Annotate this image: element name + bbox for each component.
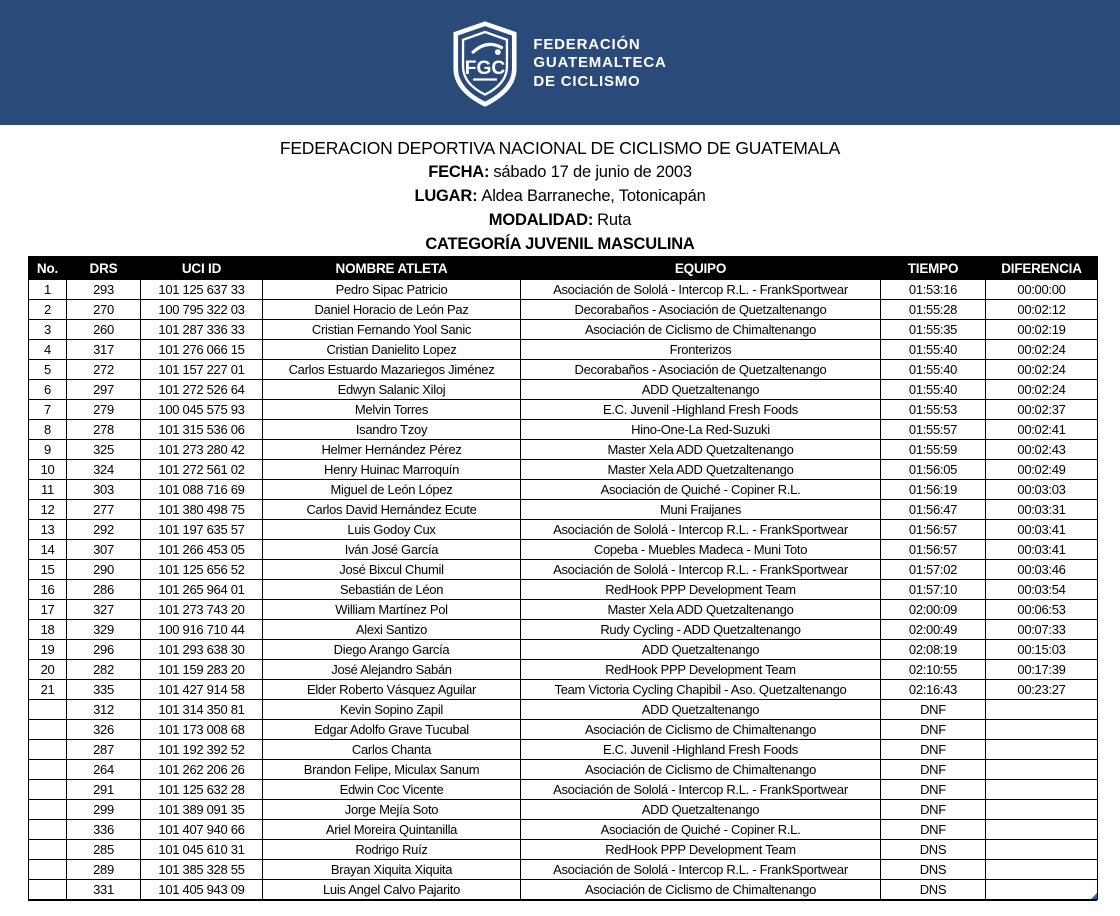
cell-diff: 00:03:03 xyxy=(986,479,1098,499)
cell-team: Decorabaños - Asociación de Quetzaltenango xyxy=(521,359,881,379)
cell-team: Asociación de Sololá - Intercop R.L. - FrankSportwear xyxy=(521,519,881,539)
cell-name: Cristian Fernando Yool Sanic xyxy=(263,319,521,339)
cell-time: 01:55:28 xyxy=(881,299,986,319)
cell-time: 02:00:49 xyxy=(881,619,986,639)
cell-team: E.C. Juvenil -Highland Fresh Foods xyxy=(521,739,881,759)
table-row xyxy=(29,539,1098,559)
cell-time: DNF xyxy=(881,799,986,819)
cell-name: Brandon Felipe, Miculax Sanum xyxy=(263,759,521,779)
cell-drs: 260 xyxy=(67,319,141,339)
cell-uci: 101 385 328 55 xyxy=(141,859,263,879)
cell-no: 15 xyxy=(29,559,67,579)
cell-time: DNF xyxy=(881,819,986,839)
table-row xyxy=(29,799,1098,819)
cell-name: Isandro Tzoy xyxy=(263,419,521,439)
cell-team: RedHook PPP Development Team xyxy=(521,579,881,599)
cell-name: Luis Angel Calvo Pajarito xyxy=(263,879,521,899)
cell-no: 16 xyxy=(29,579,67,599)
cell-diff: 00:15:03 xyxy=(986,639,1098,659)
table-row xyxy=(29,719,1098,739)
cell-team: Asociación de Sololá - Intercop R.L. - FrankSportwear xyxy=(521,779,881,799)
cell-diff: 00:03:54 xyxy=(986,579,1098,599)
cell-uci: 101 192 392 52 xyxy=(141,739,263,759)
category-title: CATEGORÍA JUVENIL MASCULINA xyxy=(425,235,695,253)
cell-diff: 00:02:24 xyxy=(986,359,1098,379)
table-row xyxy=(29,559,1098,579)
cell-uci: 101 265 964 01 xyxy=(141,579,263,599)
cell-time: DNF xyxy=(881,719,986,739)
table-row xyxy=(29,299,1098,319)
cell-uci: 101 159 283 20 xyxy=(141,659,263,679)
cell-drs: 282 xyxy=(67,659,141,679)
cell-drs: 296 xyxy=(67,639,141,659)
cell-no xyxy=(29,699,67,719)
table-row xyxy=(29,459,1098,479)
cell-time: 01:55:57 xyxy=(881,419,986,439)
table-row xyxy=(29,879,1098,899)
cell-no xyxy=(29,839,67,859)
cell-no: 6 xyxy=(29,379,67,399)
cell-uci: 101 197 635 57 xyxy=(141,519,263,539)
cell-time: 01:55:40 xyxy=(881,339,986,359)
lugar-line xyxy=(0,184,1120,208)
column-header-name: NOMBRE ATLETA xyxy=(263,257,521,279)
fecha-value: sábado 17 de junio de 2003 xyxy=(493,163,692,181)
cell-team: Asociación de Ciclismo de Chimaltenango xyxy=(521,759,881,779)
cell-time: 01:57:02 xyxy=(881,559,986,579)
cell-time: 01:56:57 xyxy=(881,519,986,539)
federation-title: FEDERACION DEPORTIVA NACIONAL DE CICLISMO DE GUATEMALA xyxy=(279,138,841,158)
table-row xyxy=(29,819,1098,839)
cell-diff xyxy=(986,699,1098,719)
cell-name: José Alejandro Sabán xyxy=(263,659,521,679)
cell-drs: 278 xyxy=(67,419,141,439)
cell-name: Cristian Danielito Lopez xyxy=(263,339,521,359)
cell-drs: 264 xyxy=(67,759,141,779)
table-row xyxy=(29,359,1098,379)
cell-team: RedHook PPP Development Team xyxy=(521,659,881,679)
cell-time: 02:08:19 xyxy=(881,639,986,659)
cell-no: 1 xyxy=(29,279,67,299)
cell-drs: 312 xyxy=(67,699,141,719)
cell-uci: 101 405 943 09 xyxy=(141,879,263,899)
cell-time: 01:56:47 xyxy=(881,499,986,519)
cell-diff: 00:06:53 xyxy=(986,599,1098,619)
cell-team: Asociación de Sololá - Intercop R.L. - FrankSportwear xyxy=(521,279,881,299)
table-row xyxy=(29,439,1098,459)
cell-drs: 293 xyxy=(67,279,141,299)
cell-drs: 307 xyxy=(67,539,141,559)
cell-no: 20 xyxy=(29,659,67,679)
cell-diff: 00:02:24 xyxy=(986,339,1098,359)
cell-drs: 289 xyxy=(67,859,141,879)
cell-drs: 287 xyxy=(67,739,141,759)
cell-drs: 335 xyxy=(67,679,141,699)
cell-drs: 329 xyxy=(67,619,141,639)
cell-time: DNS xyxy=(881,859,986,879)
cell-team: ADD Quetzaltenango xyxy=(521,799,881,819)
table-header-row xyxy=(29,257,1098,279)
table-row xyxy=(29,759,1098,779)
table-row xyxy=(29,499,1098,519)
cell-diff: 00:07:33 xyxy=(986,619,1098,639)
cell-no: 8 xyxy=(29,419,67,439)
table-row xyxy=(29,779,1098,799)
cell-no xyxy=(29,859,67,879)
cyclist-icon xyxy=(495,49,501,55)
cell-no: 2 xyxy=(29,299,67,319)
table-row xyxy=(29,839,1098,859)
cell-team: Decorabaños - Asociación de Quetzaltenango xyxy=(521,299,881,319)
results-tbody xyxy=(29,279,1098,899)
cell-diff xyxy=(986,839,1098,859)
cell-no xyxy=(29,879,67,899)
cell-time: 01:55:53 xyxy=(881,399,986,419)
table-row xyxy=(29,859,1098,879)
cell-team: Asociación de Quiché - Copiner R.L. xyxy=(521,479,881,499)
cell-name: Carlos Estuardo Mazariegos Jiménez xyxy=(263,359,521,379)
cell-drs: 285 xyxy=(67,839,141,859)
cell-team: Master Xela ADD Quetzaltenango xyxy=(521,459,881,479)
cell-team: Asociación de Sololá - Intercop R.L. - FrankSportwear xyxy=(521,859,881,879)
cell-name: José Bixcul Chumil xyxy=(263,559,521,579)
cell-uci: 101 276 066 15 xyxy=(141,339,263,359)
cell-name: William Martínez Pol xyxy=(263,599,521,619)
column-header-diff: DIFERENCIA xyxy=(986,257,1098,279)
federation-banner xyxy=(0,0,1120,125)
cell-name: Ariel Moreira Quintanilla xyxy=(263,819,521,839)
cell-time: DNS xyxy=(881,879,986,899)
cell-no: 7 xyxy=(29,399,67,419)
cell-team: Rudy Cycling - ADD Quetzaltenango xyxy=(521,619,881,639)
cell-time: 01:55:35 xyxy=(881,319,986,339)
table-row xyxy=(29,579,1098,599)
cell-uci: 100 795 322 03 xyxy=(141,299,263,319)
cell-team: Asociación de Ciclismo de Chimaltenango xyxy=(521,879,881,899)
results-table xyxy=(28,256,1098,900)
cell-uci: 101 266 453 05 xyxy=(141,539,263,559)
cell-name: Kevin Sopino Zapil xyxy=(263,699,521,719)
cell-name: Carlos David Hernández Ecute xyxy=(263,499,521,519)
cell-drs: 326 xyxy=(67,719,141,739)
cell-diff xyxy=(986,799,1098,819)
cell-diff xyxy=(986,759,1098,779)
cell-time: DNS xyxy=(881,839,986,859)
cell-uci: 101 272 526 64 xyxy=(141,379,263,399)
cell-diff xyxy=(986,779,1098,799)
cell-drs: 317 xyxy=(67,339,141,359)
cell-name: Helmer Hernández Pérez xyxy=(263,439,521,459)
table-row xyxy=(29,519,1098,539)
table-row xyxy=(29,599,1098,619)
cell-name: Elder Roberto Vásquez Aguilar xyxy=(263,679,521,699)
cell-uci: 101 293 638 30 xyxy=(141,639,263,659)
cell-time: 01:53:16 xyxy=(881,279,986,299)
table-row xyxy=(29,639,1098,659)
column-header-drs: DRS xyxy=(67,257,141,279)
cell-uci: 101 088 716 69 xyxy=(141,479,263,499)
cell-diff: 00:02:37 xyxy=(986,399,1098,419)
cell-name: Daniel Horacio de León Paz xyxy=(263,299,521,319)
cell-time: 01:56:57 xyxy=(881,539,986,559)
cell-diff: 00:02:12 xyxy=(986,299,1098,319)
cell-uci: 101 125 632 28 xyxy=(141,779,263,799)
cell-time: DNF xyxy=(881,779,986,799)
cell-uci: 101 045 610 31 xyxy=(141,839,263,859)
cell-drs: 272 xyxy=(67,359,141,379)
cell-team: ADD Quetzaltenango xyxy=(521,639,881,659)
cell-no: 9 xyxy=(29,439,67,459)
cell-team: Copeba - Muebles Madeca - Muni Toto xyxy=(521,539,881,559)
cell-name: Luis Godoy Cux xyxy=(263,519,521,539)
cell-time: 02:00:09 xyxy=(881,599,986,619)
fecha-label: FECHA: xyxy=(428,163,490,181)
cell-time: 02:10:55 xyxy=(881,659,986,679)
cell-diff: 00:02:19 xyxy=(986,319,1098,339)
cell-no xyxy=(29,759,67,779)
fgc-shield-icon xyxy=(453,20,517,108)
column-header-team: EQUIPO xyxy=(521,257,881,279)
cell-no: 18 xyxy=(29,619,67,639)
fecha-line xyxy=(0,160,1120,184)
table-row xyxy=(29,319,1098,339)
cell-name: Carlos Chanta xyxy=(263,739,521,759)
cell-diff: 00:02:24 xyxy=(986,379,1098,399)
lugar-label: LUGAR: xyxy=(414,187,478,205)
table-row xyxy=(29,279,1098,299)
cell-name: Henry Huinac Marroquín xyxy=(263,459,521,479)
cell-drs: 270 xyxy=(67,299,141,319)
cell-no: 3 xyxy=(29,319,67,339)
cell-no: 12 xyxy=(29,499,67,519)
cell-uci: 101 262 206 26 xyxy=(141,759,263,779)
cell-no: 5 xyxy=(29,359,67,379)
cell-diff-corner-artifact xyxy=(986,879,1098,899)
table-row xyxy=(29,479,1098,499)
cell-name: Edwin Coc Vicente xyxy=(263,779,521,799)
cell-uci: 100 916 710 44 xyxy=(141,619,263,639)
cell-name: Miguel de León López xyxy=(263,479,521,499)
cell-uci: 101 272 561 02 xyxy=(141,459,263,479)
cell-no: 21 xyxy=(29,679,67,699)
cell-drs: 292 xyxy=(67,519,141,539)
cell-time: 02:16:43 xyxy=(881,679,986,699)
cell-name: Diego Arango García xyxy=(263,639,521,659)
org-name-line: DE CICLISMO xyxy=(533,72,641,90)
cell-uci: 101 273 743 20 xyxy=(141,599,263,619)
cell-diff: 00:23:27 xyxy=(986,679,1098,699)
cell-diff: 00:02:43 xyxy=(986,439,1098,459)
cell-name: Alexi Santizo xyxy=(263,619,521,639)
cell-uci: 101 287 336 33 xyxy=(141,319,263,339)
cell-uci: 101 427 914 58 xyxy=(141,679,263,699)
cell-uci: 101 407 940 66 xyxy=(141,819,263,839)
cell-uci: 101 173 008 68 xyxy=(141,719,263,739)
lugar-value: Aldea Barraneche, Totonicapán xyxy=(481,187,706,205)
cell-name: Iván José García xyxy=(263,539,521,559)
cell-team: Asociación de Ciclismo de Chimaltenango xyxy=(521,319,881,339)
org-name xyxy=(533,36,666,92)
fgc-monogram: FGC xyxy=(465,57,506,79)
cell-uci: 101 125 637 33 xyxy=(141,279,263,299)
cell-diff: 00:17:39 xyxy=(986,659,1098,679)
cell-uci: 101 125 656 52 xyxy=(141,559,263,579)
cell-team: Master Xela ADD Quetzaltenango xyxy=(521,599,881,619)
cell-team: Asociación de Sololá - Intercop R.L. - FrankSportwear xyxy=(521,559,881,579)
cell-name: Brayan Xiquita Xiquita xyxy=(263,859,521,879)
cell-time: 01:56:05 xyxy=(881,459,986,479)
cell-drs: 303 xyxy=(67,479,141,499)
table-row xyxy=(29,339,1098,359)
cell-time: 01:56:19 xyxy=(881,479,986,499)
cell-no xyxy=(29,819,67,839)
cell-team: ADD Quetzaltenango xyxy=(521,379,881,399)
results-table-wrap xyxy=(28,256,1097,901)
modalidad-line xyxy=(0,208,1120,232)
cell-no: 13 xyxy=(29,519,67,539)
cell-no: 10 xyxy=(29,459,67,479)
cell-drs: 290 xyxy=(67,559,141,579)
cell-diff: 00:03:46 xyxy=(986,559,1098,579)
cell-uci: 101 314 350 81 xyxy=(141,699,263,719)
cell-no xyxy=(29,719,67,739)
cell-drs: 324 xyxy=(67,459,141,479)
modalidad-value: Ruta xyxy=(597,211,632,229)
cell-diff xyxy=(986,719,1098,739)
cell-team: Hino-One-La Red-Suzuki xyxy=(521,419,881,439)
cell-name: Edwyn Salanic Xiloj xyxy=(263,379,521,399)
cell-time: 01:57:10 xyxy=(881,579,986,599)
cell-name: Pedro Sipac Patricio xyxy=(263,279,521,299)
modalidad-label: MODALIDAD: xyxy=(488,211,594,229)
cell-drs: 331 xyxy=(67,879,141,899)
column-header-time: TIEMPO xyxy=(881,257,986,279)
table-row xyxy=(29,379,1098,399)
cell-team: E.C. Juvenil -Highland Fresh Foods xyxy=(521,399,881,419)
cell-no: 19 xyxy=(29,639,67,659)
cell-diff xyxy=(986,739,1098,759)
cell-drs: 291 xyxy=(67,779,141,799)
cell-no: 4 xyxy=(29,339,67,359)
table-row xyxy=(29,679,1098,699)
cell-uci: 101 157 227 01 xyxy=(141,359,263,379)
cell-time: DNF xyxy=(881,699,986,719)
cell-drs: 299 xyxy=(67,799,141,819)
cell-name: Edgar Adolfo Grave Tucubal xyxy=(263,719,521,739)
cell-no: 17 xyxy=(29,599,67,619)
cell-time: DNF xyxy=(881,739,986,759)
cell-diff: 00:02:41 xyxy=(986,419,1098,439)
cell-drs: 279 xyxy=(67,399,141,419)
cell-no xyxy=(29,779,67,799)
cell-drs: 277 xyxy=(67,499,141,519)
cell-drs: 325 xyxy=(67,439,141,459)
cell-diff: 00:02:49 xyxy=(986,459,1098,479)
column-header-uci: UCI ID xyxy=(141,257,263,279)
table-row xyxy=(29,619,1098,639)
cell-no xyxy=(29,739,67,759)
cell-team: Team Victoria Cycling Chapibil - Aso. Quetzaltenango xyxy=(521,679,881,699)
cell-drs: 336 xyxy=(67,819,141,839)
cell-team: Fronterizos xyxy=(521,339,881,359)
table-row xyxy=(29,699,1098,719)
cell-uci: 100 045 575 93 xyxy=(141,399,263,419)
cell-name: Rodrigo Ruíz xyxy=(263,839,521,859)
cell-drs: 297 xyxy=(67,379,141,399)
cell-diff: 00:00:00 xyxy=(986,279,1098,299)
org-name-line: FEDERACIÓN xyxy=(533,35,641,53)
cell-team: Asociación de Quiché - Copiner R.L. xyxy=(521,819,881,839)
table-row xyxy=(29,419,1098,439)
cell-diff xyxy=(986,819,1098,839)
column-header-no: No. xyxy=(29,257,67,279)
cell-uci: 101 389 091 35 xyxy=(141,799,263,819)
cell-uci: 101 315 536 06 xyxy=(141,419,263,439)
cell-team: Asociación de Ciclismo de Chimaltenango xyxy=(521,719,881,739)
table-row xyxy=(29,739,1098,759)
table-row xyxy=(29,399,1098,419)
cell-diff xyxy=(986,859,1098,879)
cell-diff: 00:03:41 xyxy=(986,519,1098,539)
cell-time: 01:55:40 xyxy=(881,379,986,399)
cell-name: Jorge Mejía Soto xyxy=(263,799,521,819)
cell-diff: 00:03:31 xyxy=(986,499,1098,519)
cell-no: 11 xyxy=(29,479,67,499)
cell-name: Sebastián de Léon xyxy=(263,579,521,599)
cell-team: ADD Quetzaltenango xyxy=(521,699,881,719)
cell-no: 14 xyxy=(29,539,67,559)
cell-team: RedHook PPP Development Team xyxy=(521,839,881,859)
cell-time: DNF xyxy=(881,759,986,779)
cell-team: Muni Fraijanes xyxy=(521,499,881,519)
fgc-logo xyxy=(453,20,666,108)
cell-drs: 286 xyxy=(67,579,141,599)
cell-diff: 00:03:41 xyxy=(986,539,1098,559)
cell-uci: 101 380 498 75 xyxy=(141,499,263,519)
cell-uci: 101 273 280 42 xyxy=(141,439,263,459)
cell-drs: 327 xyxy=(67,599,141,619)
document-header xyxy=(0,125,1120,256)
cell-time: 01:55:59 xyxy=(881,439,986,459)
cell-no xyxy=(29,799,67,819)
cell-name: Melvin Torres xyxy=(263,399,521,419)
cell-team: Master Xela ADD Quetzaltenango xyxy=(521,439,881,459)
cell-time: 01:55:40 xyxy=(881,359,986,379)
org-name-line: GUATEMALTECA xyxy=(533,54,667,72)
table-row xyxy=(29,659,1098,679)
